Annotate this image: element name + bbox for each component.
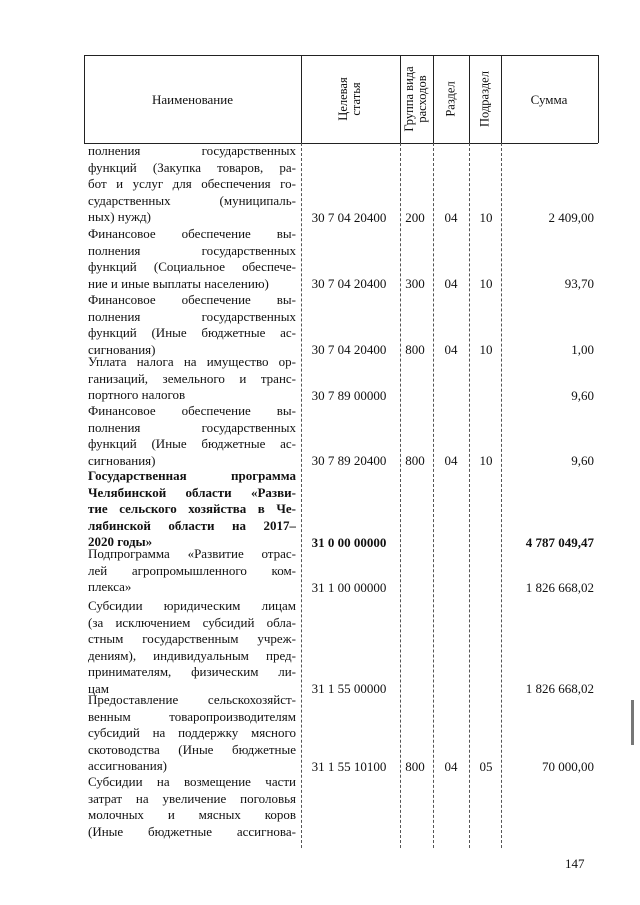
header-subsection: Подраздел xyxy=(477,71,492,127)
table-row xyxy=(84,292,598,358)
row-name xyxy=(88,468,296,551)
row-target-article: 31 1 00 00000 xyxy=(311,579,387,595)
table-row xyxy=(84,226,598,292)
table-row xyxy=(84,774,598,840)
row-name-line: дениям), индивидуальным пред- xyxy=(88,647,296,663)
row-name-line: бот и услуг для обеспечения го- xyxy=(88,176,296,192)
row-name-line: сигнования) xyxy=(88,341,156,357)
row-section: 04 xyxy=(444,453,458,469)
row-name-line: скотоводства (Иные бюджетные xyxy=(88,741,296,757)
row-section: 04 xyxy=(444,209,458,225)
row-name-line: полнения государственных xyxy=(88,308,296,324)
header-col-rule xyxy=(469,55,470,143)
row-name xyxy=(88,292,296,358)
row-name-line: лей агропромышленного ком- xyxy=(88,562,296,578)
header-target-article: Целевая статья xyxy=(336,77,363,121)
header-col-rule xyxy=(433,55,434,143)
row-name xyxy=(88,354,296,404)
page-number: 147 xyxy=(565,856,585,871)
row-sum: 9,60 xyxy=(571,453,594,469)
row-name-line: цам xyxy=(88,680,109,696)
row-name-line: Челябинской области «Разви- xyxy=(88,484,296,500)
row-section: 04 xyxy=(444,276,458,292)
header-sum: Сумма xyxy=(530,92,568,107)
row-name-line: полнения государственных xyxy=(88,419,296,435)
row-sum: 93,70 xyxy=(564,276,594,292)
row-target-article: 31 1 55 10100 xyxy=(311,758,387,774)
header-section: Раздел xyxy=(443,81,458,117)
row-name-line: ассигнования) xyxy=(88,758,168,774)
row-expense-group: 800 xyxy=(405,758,425,774)
row-name-line: Субсидии юридическим лицам xyxy=(88,598,296,613)
row-target-article: 30 7 04 20400 xyxy=(311,209,387,225)
table-row xyxy=(84,354,598,404)
row-name-line: сударственных (муниципаль- xyxy=(88,192,296,208)
row-sum: 9,60 xyxy=(571,387,594,403)
row-name-line: ных) нужд) xyxy=(88,209,151,225)
header-expense-group: Группа вида расходов xyxy=(402,66,429,132)
row-name xyxy=(88,143,296,226)
row-name-line: ганизаций, земельного и транс- xyxy=(88,370,296,386)
row-name-line: полнения государственных xyxy=(88,143,296,158)
row-sum: 70 000,00 xyxy=(542,758,594,774)
row-subsection: 10 xyxy=(479,453,493,469)
row-sum: 4 787 049,47 xyxy=(525,534,594,550)
row-name xyxy=(88,546,296,596)
row-name-line: затрат на увеличение поголовья xyxy=(88,790,296,806)
table-row xyxy=(84,692,598,775)
row-name-line: (за исключением субсидий обла- xyxy=(88,614,296,630)
row-name-line: молочных и мясных коров xyxy=(88,807,296,823)
row-target-article: 31 1 55 00000 xyxy=(311,681,387,697)
row-name-line: полнения государственных xyxy=(88,242,296,258)
row-expense-group: 300 xyxy=(405,276,425,292)
row-name-line: Субсидии на возмещение части xyxy=(88,774,296,789)
row-name-line: (Иные бюджетные ассигнова- xyxy=(88,823,296,839)
row-name-line: лябинской области на 2017– xyxy=(88,517,296,533)
row-name-line: ние и иные выплаты населению) xyxy=(88,275,269,291)
header-col-rule xyxy=(301,55,302,143)
row-name-line: венным товаропроизводителям xyxy=(88,708,296,724)
table-row xyxy=(84,598,598,697)
row-sum: 2 409,00 xyxy=(548,209,594,225)
row-sum: 1 826 668,02 xyxy=(525,681,594,697)
row-expense-group: 800 xyxy=(405,342,425,358)
row-name-line: функций (Закупка товаров, ра- xyxy=(88,159,296,175)
row-name xyxy=(88,403,296,469)
row-target-article: 30 7 89 00000 xyxy=(311,387,387,403)
table-top-rule xyxy=(84,55,598,56)
row-name-line: функций (Социальное обеспече- xyxy=(88,259,296,275)
row-name-line: Государственная программа xyxy=(88,468,296,483)
row-target-article: 30 7 04 20400 xyxy=(311,276,387,292)
row-name-line: плекса» xyxy=(88,579,132,595)
row-name xyxy=(88,598,296,697)
row-target-article: 30 7 04 20400 xyxy=(311,342,387,358)
row-section: 04 xyxy=(444,758,458,774)
row-name-line: Подпрограмма «Развитие отрас- xyxy=(88,546,296,561)
row-name-line: Финансовое обеспечение вы- xyxy=(88,226,296,241)
header-name: Наименование xyxy=(152,92,233,107)
row-name xyxy=(88,774,296,840)
table-right-rule xyxy=(598,55,599,143)
row-subsection: 05 xyxy=(479,758,493,774)
row-name-line: субсидий на поддержку мясного xyxy=(88,725,296,741)
row-target-article: 31 0 00 00000 xyxy=(311,534,387,550)
table-row xyxy=(84,468,598,551)
row-name-line: портного налогов xyxy=(88,387,186,403)
row-name-line: функций (Иные бюджетные ас- xyxy=(88,436,296,452)
scan-edge-mark xyxy=(631,700,634,745)
row-name-line: функций (Иные бюджетные ас- xyxy=(88,325,296,341)
row-expense-group: 200 xyxy=(405,209,425,225)
row-name-line: Уплата налога на имущество ор- xyxy=(88,354,296,369)
row-name-line: сигнования) xyxy=(88,452,156,468)
row-name-line: тие сельского хозяйства в Че- xyxy=(88,501,296,517)
table-row xyxy=(84,143,598,226)
row-name xyxy=(88,692,296,775)
table-row xyxy=(84,403,598,469)
row-name-line: принимателям, физическим ли- xyxy=(88,664,296,680)
row-name-line: Финансовое обеспечение вы- xyxy=(88,403,296,418)
row-name-line: стным государственным учреж- xyxy=(88,631,296,647)
table-row xyxy=(84,546,598,596)
row-subsection: 10 xyxy=(479,209,493,225)
row-sum: 1,00 xyxy=(571,342,594,358)
row-expense-group: 800 xyxy=(405,453,425,469)
row-sum: 1 826 668,02 xyxy=(525,579,594,595)
row-name-line: Предоставление сельскохозяйст- xyxy=(88,692,296,707)
row-target-article: 30 7 89 20400 xyxy=(311,453,387,469)
row-name-line: 2020 годы» xyxy=(88,534,153,550)
row-subsection: 10 xyxy=(479,342,493,358)
row-section: 04 xyxy=(444,342,458,358)
row-name xyxy=(88,226,296,292)
row-name-line: Финансовое обеспечение вы- xyxy=(88,292,296,307)
row-subsection: 10 xyxy=(479,276,493,292)
header-col-rule xyxy=(400,55,401,143)
